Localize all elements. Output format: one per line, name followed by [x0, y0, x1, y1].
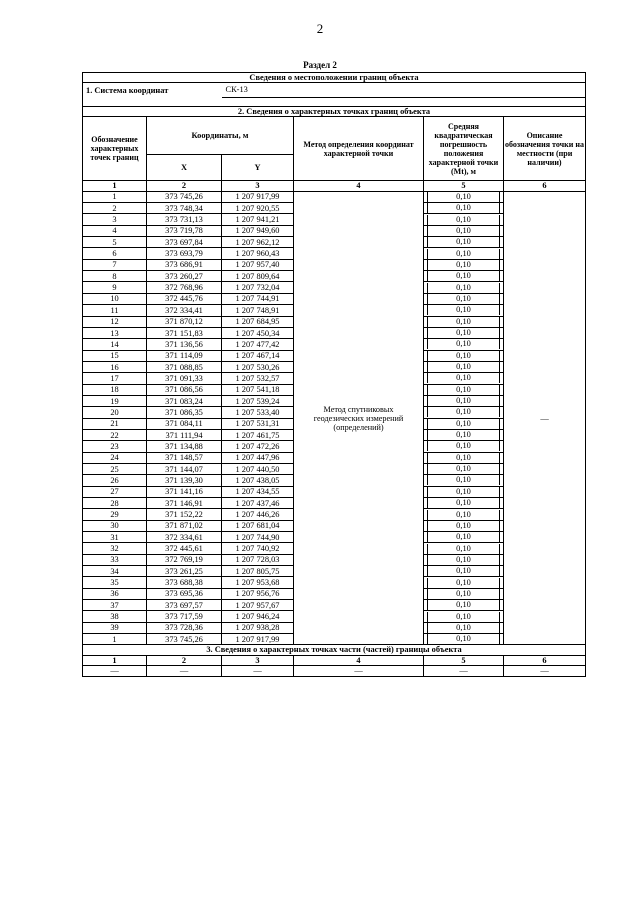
coord-x: 371 114,09 — [147, 350, 222, 361]
coord-y: 1 207 732,04 — [222, 282, 294, 293]
error-value — [424, 407, 504, 418]
error-value-text: 0,10 — [427, 419, 500, 429]
coord-x: 371 148,57 — [147, 452, 222, 463]
error-value — [424, 588, 504, 599]
section-heading: Сведения о местоположении границ объекта — [83, 73, 586, 83]
point-number: 32 — [83, 543, 147, 554]
coord-x: 373 745,26 — [147, 634, 222, 645]
error-value — [424, 622, 504, 633]
error-value-text: 0,10 — [427, 589, 500, 599]
error-value — [424, 486, 504, 497]
coord-y: 1 207 533,40 — [222, 407, 294, 418]
error-value — [424, 600, 504, 611]
coord-x: 371 870,12 — [147, 316, 222, 327]
header-description: Описание обозначения точки на местности (при наличии) — [504, 117, 586, 181]
point-number: 20 — [83, 407, 147, 418]
error-value — [424, 418, 504, 429]
coord-y: 1 207 461,75 — [222, 429, 294, 440]
col-number: 1 — [83, 655, 147, 665]
point-number: 6 — [83, 248, 147, 259]
coord-x: 373 697,84 — [147, 237, 222, 248]
empty-cell: — — [147, 666, 222, 676]
point-number: 13 — [83, 327, 147, 338]
point-number: 7 — [83, 259, 147, 270]
error-value-text: 0,10 — [427, 215, 500, 225]
point-number: 38 — [83, 611, 147, 622]
coord-x: 373 748,34 — [147, 203, 222, 214]
coord-x: 371 152,22 — [147, 509, 222, 520]
coord-x: 373 719,78 — [147, 225, 222, 236]
coord-x: 372 334,61 — [147, 532, 222, 543]
method-value: Метод спутниковых геодезических измерений (определений) — [294, 191, 424, 645]
error-value — [424, 237, 504, 248]
error-value-text: 0,10 — [427, 544, 500, 554]
part3-title: 3. Сведения о характерных точках части (частей) границы объекта — [83, 645, 586, 655]
error-value-text: 0,10 — [427, 283, 500, 293]
coord-x: 372 334,41 — [147, 305, 222, 316]
coord-y: 1 207 740,92 — [222, 543, 294, 554]
error-value — [424, 429, 504, 440]
coord-x: 371 084,11 — [147, 418, 222, 429]
error-value — [424, 191, 504, 202]
coord-y: 1 207 472,26 — [222, 441, 294, 452]
point-number: 9 — [83, 282, 147, 293]
coord-y: 1 207 946,24 — [222, 611, 294, 622]
point-number: 19 — [83, 395, 147, 406]
coord-y: 1 207 748,91 — [222, 305, 294, 316]
error-value — [424, 259, 504, 270]
error-value-text: 0,10 — [427, 226, 500, 236]
error-value-text: 0,10 — [427, 192, 500, 202]
header-y: Y — [222, 155, 294, 181]
boundaries-table — [82, 72, 585, 677]
coord-x: 371 111,94 — [147, 429, 222, 440]
coord-x: 373 731,13 — [147, 214, 222, 225]
coord-x: 373 260,27 — [147, 271, 222, 282]
error-value-text: 0,10 — [427, 294, 500, 304]
error-value — [424, 327, 504, 338]
error-value — [424, 373, 504, 384]
point-number: 30 — [83, 520, 147, 531]
coord-x: 371 088,85 — [147, 361, 222, 372]
error-value — [424, 305, 504, 316]
header-coords: Координаты, м — [147, 117, 294, 155]
error-value-text: 0,10 — [427, 566, 500, 576]
point-number: 17 — [83, 373, 147, 384]
coord-x: 371 871,02 — [147, 520, 222, 531]
error-value-text: 0,10 — [427, 498, 500, 508]
col-number: 4 — [294, 655, 424, 665]
point-number: 29 — [83, 509, 147, 520]
point-number: 5 — [83, 237, 147, 248]
error-value-text: 0,10 — [427, 555, 500, 565]
coord-y: 1 207 450,34 — [222, 327, 294, 338]
point-number: 4 — [83, 225, 147, 236]
coord-y: 1 207 744,91 — [222, 293, 294, 304]
coord-x: 371 136,56 — [147, 339, 222, 350]
point-number: 1 — [83, 191, 147, 202]
coord-y: 1 207 477,42 — [222, 339, 294, 350]
error-value-text: 0,10 — [427, 362, 500, 372]
error-value — [424, 361, 504, 372]
coord-x: 372 445,76 — [147, 293, 222, 304]
coord-y: 1 207 532,57 — [222, 373, 294, 384]
error-value — [424, 532, 504, 543]
error-value — [424, 384, 504, 395]
coord-y: 1 207 539,24 — [222, 395, 294, 406]
error-value — [424, 395, 504, 406]
header-x: X — [147, 155, 222, 181]
error-value — [424, 203, 504, 214]
error-value — [424, 509, 504, 520]
error-value — [424, 214, 504, 225]
description-value: — — [504, 191, 586, 645]
error-value-text: 0,10 — [427, 385, 500, 395]
error-value — [424, 293, 504, 304]
error-value-text: 0,10 — [427, 464, 500, 474]
error-value-text: 0,10 — [427, 271, 500, 281]
error-value — [424, 282, 504, 293]
coord-y: 1 207 467,14 — [222, 350, 294, 361]
coord-x: 373 695,36 — [147, 588, 222, 599]
page-number: 2 — [316, 21, 324, 36]
error-value-text: 0,10 — [427, 510, 500, 520]
coord-x: 371 086,35 — [147, 407, 222, 418]
coord-system-value: СК-13 — [222, 83, 586, 98]
coord-x: 371 139,30 — [147, 475, 222, 486]
error-value-text: 0,10 — [427, 600, 500, 610]
error-value — [424, 225, 504, 236]
coord-x: 373 693,79 — [147, 248, 222, 259]
error-value — [424, 271, 504, 282]
point-number: 22 — [83, 429, 147, 440]
coord-x: 371 083,24 — [147, 395, 222, 406]
header-method: Метод определения координат характерной точки — [294, 117, 424, 181]
coord-x: 373 728,36 — [147, 622, 222, 633]
point-number: 15 — [83, 350, 147, 361]
coord-y: 1 207 530,26 — [222, 361, 294, 372]
point-number: 37 — [83, 600, 147, 611]
error-value-text: 0,10 — [427, 237, 500, 247]
col-number: 2 — [147, 655, 222, 665]
coord-y: 1 207 938,28 — [222, 622, 294, 633]
point-number: 23 — [83, 441, 147, 452]
coord-y: 1 207 957,40 — [222, 259, 294, 270]
coord-x: 373 745,26 — [147, 191, 222, 202]
point-number: 34 — [83, 566, 147, 577]
error-value — [424, 577, 504, 588]
point-number: 12 — [83, 316, 147, 327]
empty-cell: — — [83, 666, 147, 676]
coord-y: 1 207 541,18 — [222, 384, 294, 395]
error-value — [424, 339, 504, 350]
error-value-text: 0,10 — [427, 612, 500, 622]
coord-y: 1 207 434,55 — [222, 486, 294, 497]
coord-y: 1 207 805,75 — [222, 566, 294, 577]
error-value-text: 0,10 — [427, 578, 500, 588]
coord-y: 1 207 917,99 — [222, 191, 294, 202]
col-number: 4 — [294, 181, 424, 191]
error-value — [424, 248, 504, 259]
coord-y: 1 207 957,67 — [222, 600, 294, 611]
error-value — [424, 566, 504, 577]
error-value — [424, 520, 504, 531]
error-value — [424, 452, 504, 463]
part2-title: 2. Сведения о характерных точках границ объекта — [83, 106, 586, 116]
point-number: 16 — [83, 361, 147, 372]
point-number: 1 — [83, 634, 147, 645]
coord-y: 1 207 681,04 — [222, 520, 294, 531]
col-number: 6 — [504, 181, 586, 191]
header-point: Обозначение характерных точек границ — [83, 117, 147, 181]
error-value-text: 0,10 — [427, 532, 500, 542]
coord-system-label: 1. Система координат — [83, 83, 222, 98]
error-value-text: 0,10 — [427, 487, 500, 497]
coord-x: 373 697,57 — [147, 600, 222, 611]
error-value-text: 0,10 — [427, 328, 500, 338]
coord-y: 1 207 917,99 — [222, 634, 294, 645]
col-number: 5 — [424, 181, 504, 191]
coord-y: 1 207 949,60 — [222, 225, 294, 236]
coord-y: 1 207 447,96 — [222, 452, 294, 463]
spacer — [83, 97, 586, 106]
error-value — [424, 634, 504, 645]
section-title: Раздел 2 — [303, 60, 337, 70]
coord-x: 371 146,91 — [147, 498, 222, 509]
error-value-text: 0,10 — [427, 634, 500, 644]
point-number: 18 — [83, 384, 147, 395]
coord-x: 371 141,16 — [147, 486, 222, 497]
coord-y: 1 207 437,46 — [222, 498, 294, 509]
point-number: 21 — [83, 418, 147, 429]
coord-y: 1 207 941,21 — [222, 214, 294, 225]
coord-x: 372 445,61 — [147, 543, 222, 554]
empty-cell: — — [424, 666, 504, 676]
table-row — [83, 191, 586, 202]
point-number: 14 — [83, 339, 147, 350]
coord-y: 1 207 920,55 — [222, 203, 294, 214]
coord-y: 1 207 809,64 — [222, 271, 294, 282]
error-value-text: 0,10 — [427, 430, 500, 440]
error-value-text: 0,10 — [427, 441, 500, 451]
coord-y: 1 207 438,05 — [222, 475, 294, 486]
error-value — [424, 441, 504, 452]
error-value-text: 0,10 — [427, 339, 500, 349]
error-value-text: 0,10 — [427, 203, 500, 213]
error-value-text: 0,10 — [427, 475, 500, 485]
point-number: 24 — [83, 452, 147, 463]
error-value — [424, 498, 504, 509]
point-number: 3 — [83, 214, 147, 225]
point-number: 35 — [83, 577, 147, 588]
coord-y: 1 207 953,68 — [222, 577, 294, 588]
coord-x: 373 261,25 — [147, 566, 222, 577]
point-number: 26 — [83, 475, 147, 486]
empty-cell: — — [504, 666, 586, 676]
coord-y: 1 207 446,26 — [222, 509, 294, 520]
col-number: 3 — [222, 181, 294, 191]
col-number: 6 — [504, 655, 586, 665]
coord-y: 1 207 531,31 — [222, 418, 294, 429]
point-number: 25 — [83, 463, 147, 474]
coord-x: 371 134,88 — [147, 441, 222, 452]
error-value-text: 0,10 — [427, 317, 500, 327]
error-value — [424, 350, 504, 361]
coord-x: 371 151,83 — [147, 327, 222, 338]
point-number: 39 — [83, 622, 147, 633]
point-number: 31 — [83, 532, 147, 543]
col-number: 1 — [83, 181, 147, 191]
empty-cell: — — [294, 666, 424, 676]
error-value-text: 0,10 — [427, 521, 500, 531]
coord-y: 1 207 440,50 — [222, 463, 294, 474]
coord-x: 371 091,33 — [147, 373, 222, 384]
point-number: 33 — [83, 554, 147, 565]
error-value-text: 0,10 — [427, 249, 500, 259]
error-value — [424, 543, 504, 554]
error-value — [424, 611, 504, 622]
point-number: 36 — [83, 588, 147, 599]
point-number: 11 — [83, 305, 147, 316]
col-number: 5 — [424, 655, 504, 665]
point-number: 28 — [83, 498, 147, 509]
coord-x: 372 769,19 — [147, 554, 222, 565]
error-value-text: 0,10 — [427, 623, 500, 633]
error-value-text: 0,10 — [427, 453, 500, 463]
error-value-text: 0,10 — [427, 407, 500, 417]
error-value — [424, 463, 504, 474]
header-error: Средняя квадратическая погрешность положения характерной точки (Mt), м — [424, 117, 504, 181]
coord-x: 372 768,96 — [147, 282, 222, 293]
coord-y: 1 207 962,12 — [222, 237, 294, 248]
coord-y: 1 207 728,03 — [222, 554, 294, 565]
coord-x: 373 686,91 — [147, 259, 222, 270]
col-number: 2 — [147, 181, 222, 191]
coord-x: 371 144,07 — [147, 463, 222, 474]
coord-x: 373 717,59 — [147, 611, 222, 622]
coord-x: 373 688,38 — [147, 577, 222, 588]
coord-x: 371 086,56 — [147, 384, 222, 395]
error-value-text: 0,10 — [427, 373, 500, 383]
error-value — [424, 475, 504, 486]
coord-y: 1 207 956,76 — [222, 588, 294, 599]
point-number: 27 — [83, 486, 147, 497]
point-number: 2 — [83, 203, 147, 214]
table-row — [83, 666, 586, 676]
coord-y: 1 207 684,95 — [222, 316, 294, 327]
error-value-text: 0,10 — [427, 305, 500, 315]
error-value-text: 0,10 — [427, 396, 500, 406]
error-value — [424, 554, 504, 565]
coord-y: 1 207 960,43 — [222, 248, 294, 259]
col-number: 3 — [222, 655, 294, 665]
error-value-text: 0,10 — [427, 351, 500, 361]
error-value — [424, 316, 504, 327]
point-number: 10 — [83, 293, 147, 304]
point-number: 8 — [83, 271, 147, 282]
coord-y: 1 207 744,90 — [222, 532, 294, 543]
empty-cell: — — [222, 666, 294, 676]
error-value-text: 0,10 — [427, 260, 500, 270]
